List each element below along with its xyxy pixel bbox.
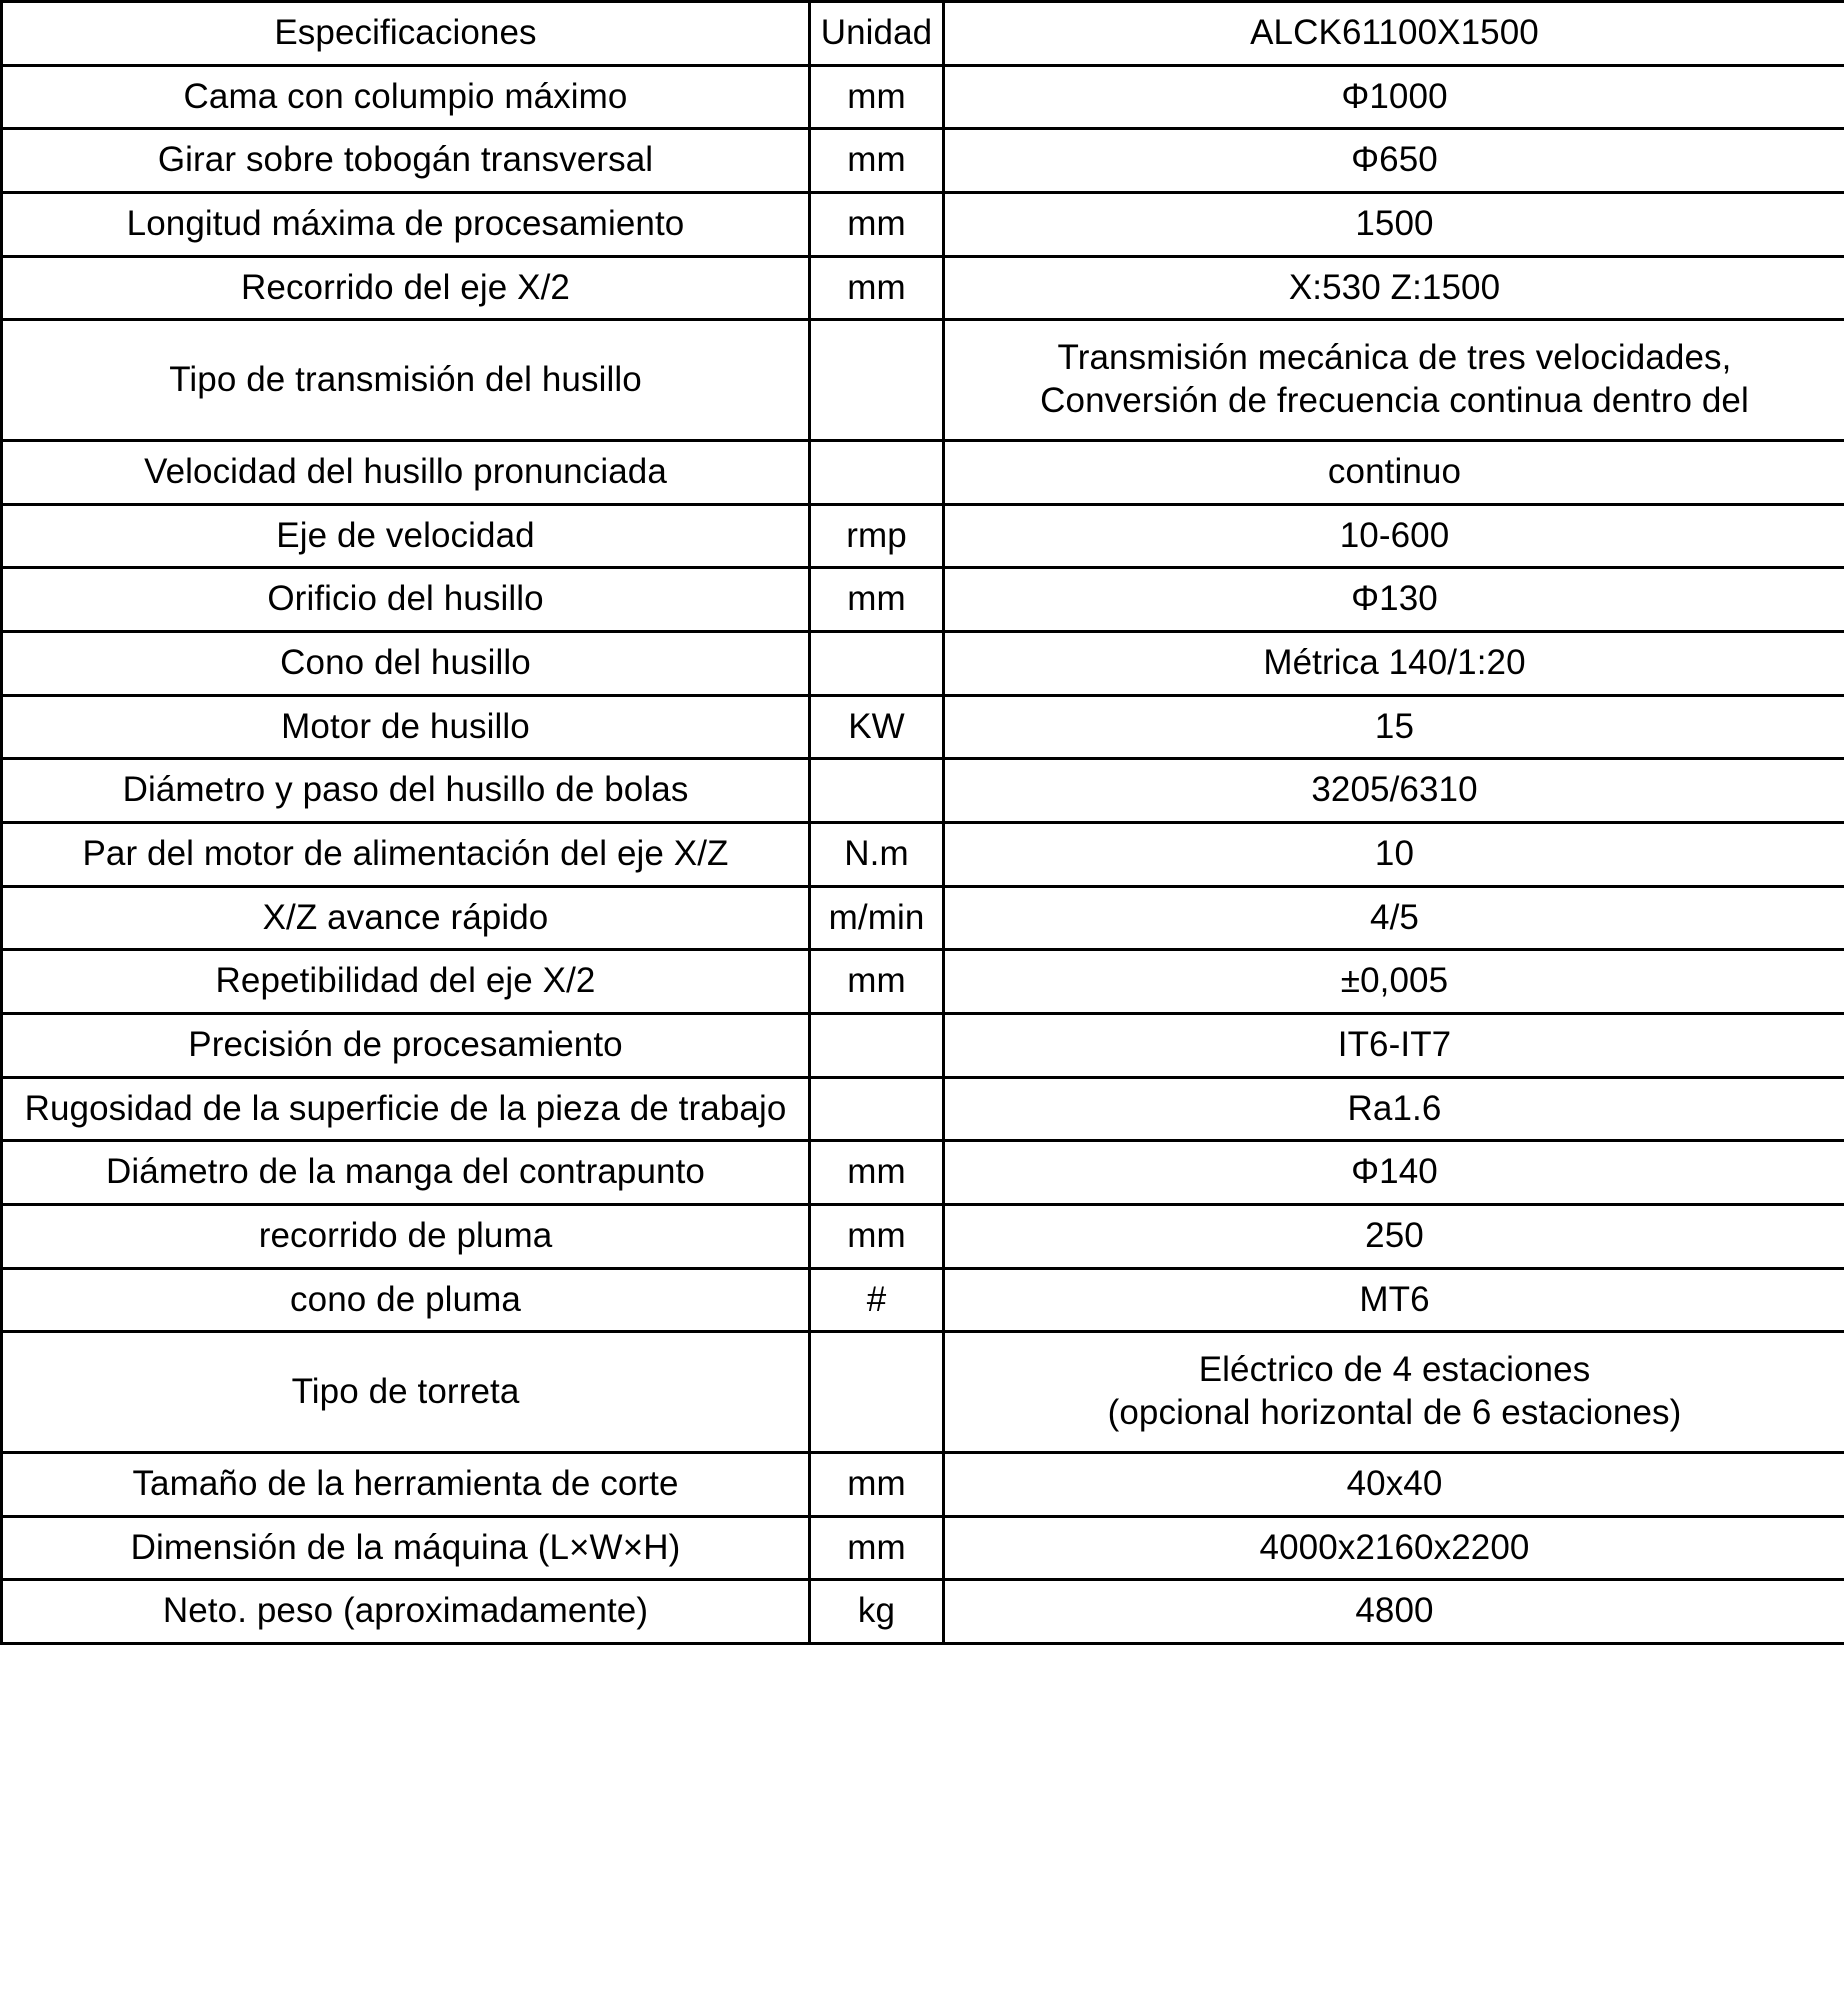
row-name: Orificio del husillo bbox=[2, 568, 810, 632]
row-value: 40x40 bbox=[944, 1452, 1844, 1516]
row-name: Neto. peso (aproximadamente) bbox=[2, 1580, 810, 1644]
row-unit bbox=[810, 1077, 944, 1141]
row-name: Eje de velocidad bbox=[2, 504, 810, 568]
row-unit: m/min bbox=[810, 886, 944, 950]
row-unit bbox=[810, 631, 944, 695]
table-row bbox=[2, 1332, 1844, 1452]
table-row bbox=[2, 886, 1844, 950]
row-value: Φ1000 bbox=[944, 65, 1844, 129]
row-name: Motor de husillo bbox=[2, 695, 810, 759]
row-value: 10-600 bbox=[944, 504, 1844, 568]
row-name: Recorrido del eje X/2 bbox=[2, 256, 810, 320]
row-value bbox=[944, 1332, 1844, 1452]
table-row bbox=[2, 1205, 1844, 1269]
row-name: Precisión de procesamiento bbox=[2, 1014, 810, 1078]
row-name: Rugosidad de la superficie de la pieza de trabajo bbox=[2, 1077, 810, 1141]
row-value: Métrica 140/1:20 bbox=[944, 631, 1844, 695]
row-name: Longitud máxima de procesamiento bbox=[2, 193, 810, 257]
row-name: Dimensión de la máquina (L×W×H) bbox=[2, 1516, 810, 1580]
row-unit bbox=[810, 759, 944, 823]
table-header-row bbox=[2, 2, 1844, 66]
row-unit: mm bbox=[810, 1516, 944, 1580]
table-row bbox=[2, 1516, 1844, 1580]
row-value-line2: Conversión de frecuencia continua dentro del bbox=[1040, 381, 1749, 421]
row-value: 3205/6310 bbox=[944, 759, 1844, 823]
row-value: IT6-IT7 bbox=[944, 1014, 1844, 1078]
row-unit: mm bbox=[810, 568, 944, 632]
row-name: Tipo de transmisión del husillo bbox=[2, 320, 810, 440]
table-row bbox=[2, 320, 1844, 440]
row-value: Φ130 bbox=[944, 568, 1844, 632]
row-value: ±0,005 bbox=[944, 950, 1844, 1014]
row-unit: mm bbox=[810, 193, 944, 257]
table-row bbox=[2, 631, 1844, 695]
row-name: Par del motor de alimentación del eje X/Z bbox=[2, 822, 810, 886]
row-name: Repetibilidad del eje X/2 bbox=[2, 950, 810, 1014]
table-row bbox=[2, 1141, 1844, 1205]
row-value-line1: Eléctrico de 4 estaciones bbox=[1198, 1350, 1591, 1390]
row-name: recorrido de pluma bbox=[2, 1205, 810, 1269]
row-name: Velocidad del husillo pronunciada bbox=[2, 440, 810, 504]
row-name: Diámetro y paso del husillo de bolas bbox=[2, 759, 810, 823]
row-name: Tipo de torreta bbox=[2, 1332, 810, 1452]
row-value: MT6 bbox=[944, 1268, 1844, 1332]
row-value: 10 bbox=[944, 822, 1844, 886]
table-row bbox=[2, 440, 1844, 504]
row-name: Diámetro de la manga del contrapunto bbox=[2, 1141, 810, 1205]
table-row bbox=[2, 1580, 1844, 1644]
table-row bbox=[2, 1077, 1844, 1141]
row-name: Girar sobre tobogán transversal bbox=[2, 129, 810, 193]
row-value: Ra1.6 bbox=[944, 1077, 1844, 1141]
row-value: Φ650 bbox=[944, 129, 1844, 193]
row-value: X:530 Z:1500 bbox=[944, 256, 1844, 320]
row-unit: rmp bbox=[810, 504, 944, 568]
table-row bbox=[2, 193, 1844, 257]
table-row bbox=[2, 1268, 1844, 1332]
row-value: Φ140 bbox=[944, 1141, 1844, 1205]
row-unit bbox=[810, 1014, 944, 1078]
table-row bbox=[2, 759, 1844, 823]
row-value: 4000x2160x2200 bbox=[944, 1516, 1844, 1580]
header-specifications: Especificaciones bbox=[2, 2, 810, 66]
row-name: X/Z avance rápido bbox=[2, 886, 810, 950]
header-model: ALCK61100X1500 bbox=[944, 2, 1844, 66]
table-row bbox=[2, 256, 1844, 320]
row-unit: mm bbox=[810, 1205, 944, 1269]
row-name: Cono del husillo bbox=[2, 631, 810, 695]
table-row bbox=[2, 1014, 1844, 1078]
row-unit bbox=[810, 440, 944, 504]
row-value: 1500 bbox=[944, 193, 1844, 257]
row-unit bbox=[810, 1332, 944, 1452]
row-value: 4/5 bbox=[944, 886, 1844, 950]
row-unit: kg bbox=[810, 1580, 944, 1644]
row-value: 250 bbox=[944, 1205, 1844, 1269]
header-unit: Unidad bbox=[810, 2, 944, 66]
table-row bbox=[2, 568, 1844, 632]
table-row bbox=[2, 129, 1844, 193]
row-name: Tamaño de la herramienta de corte bbox=[2, 1452, 810, 1516]
row-unit: mm bbox=[810, 950, 944, 1014]
row-name: Cama con columpio máximo bbox=[2, 65, 810, 129]
row-value: 4800 bbox=[944, 1580, 1844, 1644]
row-value: continuo bbox=[944, 440, 1844, 504]
row-value bbox=[944, 320, 1844, 440]
table-row bbox=[2, 65, 1844, 129]
row-unit: mm bbox=[810, 1452, 944, 1516]
row-unit: mm bbox=[810, 129, 944, 193]
row-unit: N.m bbox=[810, 822, 944, 886]
row-unit: mm bbox=[810, 65, 944, 129]
row-unit: # bbox=[810, 1268, 944, 1332]
row-value-line2: (opcional horizontal de 6 estaciones) bbox=[1107, 1393, 1682, 1433]
row-unit bbox=[810, 320, 944, 440]
table-row bbox=[2, 504, 1844, 568]
table-row bbox=[2, 695, 1844, 759]
table-row bbox=[2, 950, 1844, 1014]
table-row bbox=[2, 1452, 1844, 1516]
row-value-line1: Transmisión mecánica de tres velocidades, bbox=[1057, 338, 1732, 378]
row-name: cono de pluma bbox=[2, 1268, 810, 1332]
row-value: 15 bbox=[944, 695, 1844, 759]
table-row bbox=[2, 822, 1844, 886]
row-unit: KW bbox=[810, 695, 944, 759]
row-unit: mm bbox=[810, 1141, 944, 1205]
row-unit: mm bbox=[810, 256, 944, 320]
